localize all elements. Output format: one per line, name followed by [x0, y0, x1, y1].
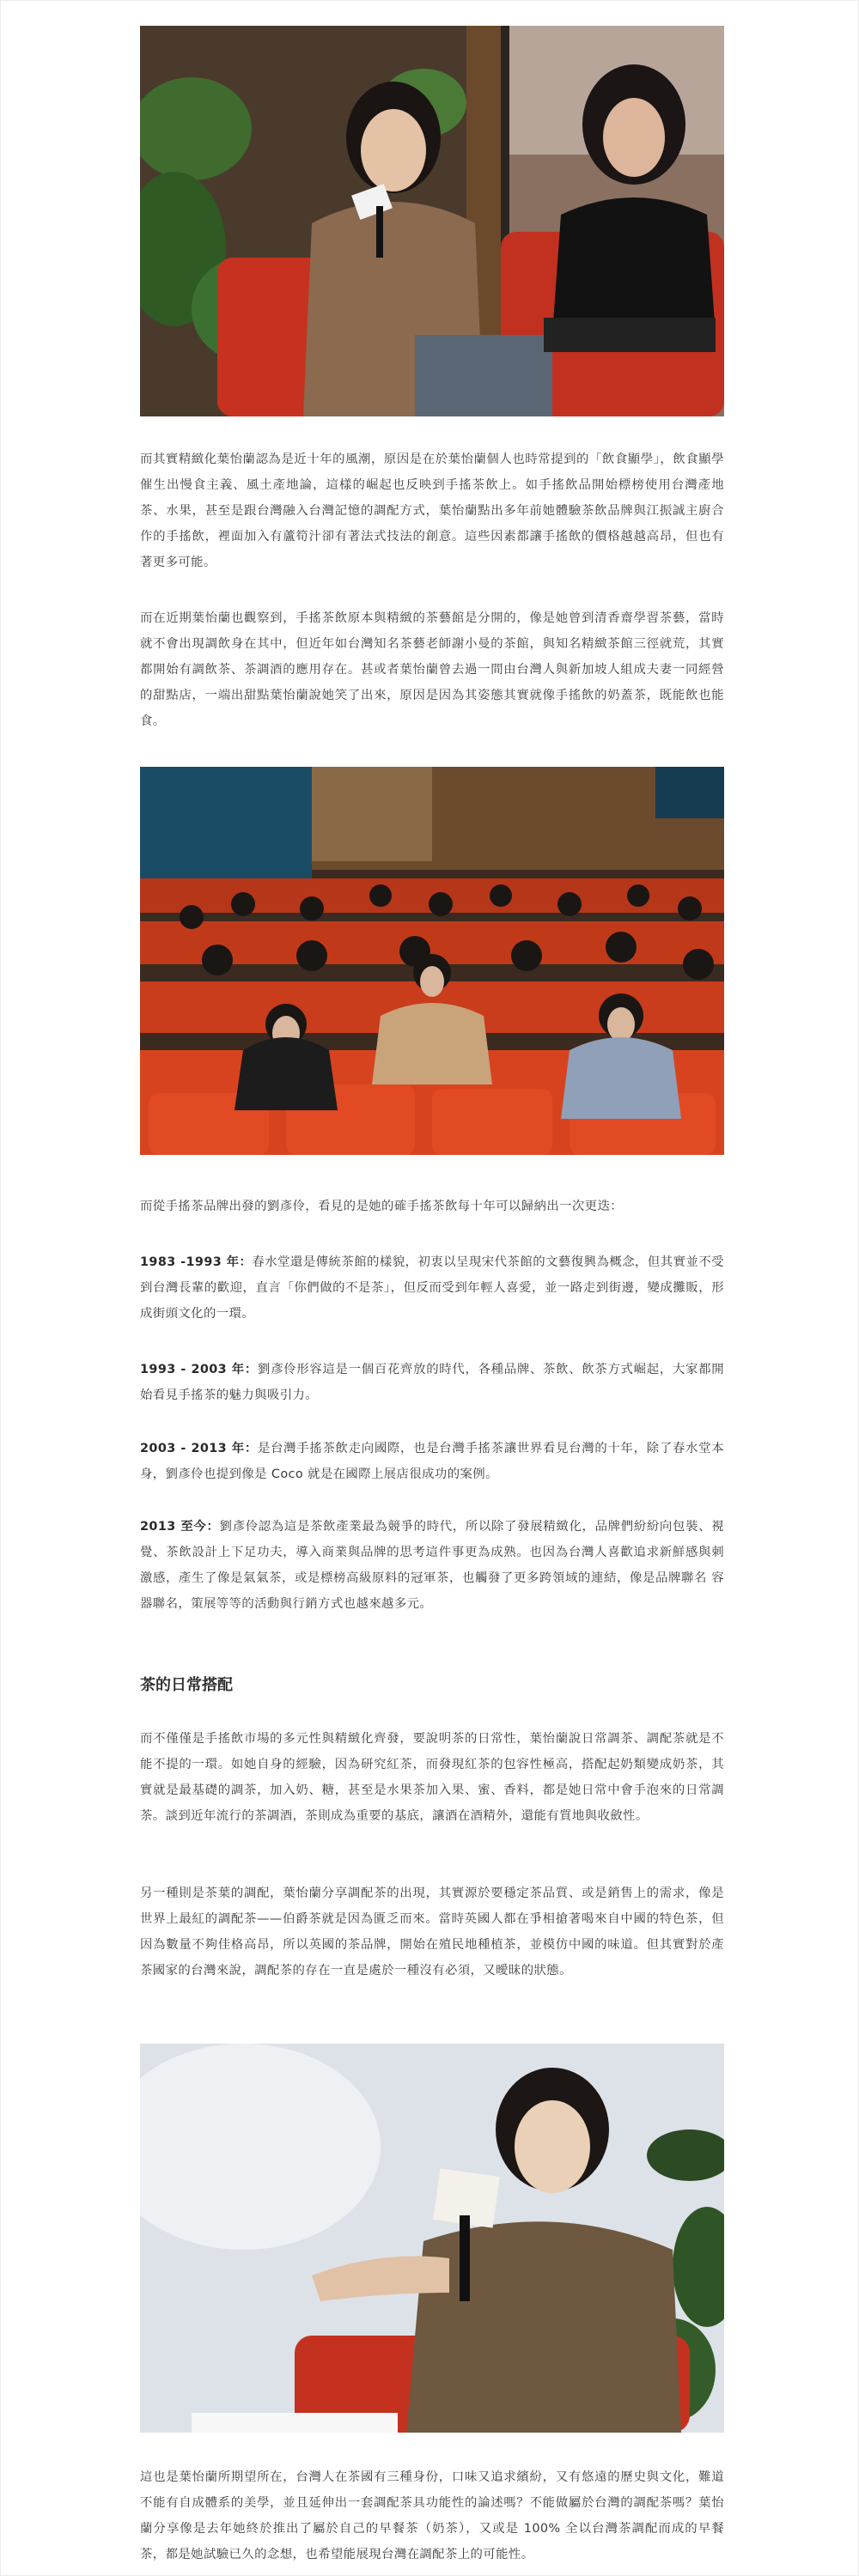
paragraph: 而從手搖茶品牌出發的劉彥伶，看見的是她的確手搖茶飲每十年可以歸納出一次更迭：	[140, 1200, 624, 1213]
era-text: 劉彥伶認為這是茶飲產業最為競爭的時代，所以除了發展精緻化，品牌們紛紛向包裝、視覺、茶飲設計上下足功夫，導入商業與品牌的思考這件事更為成熟。也因為台灣人喜歡追求新鮮感與刺激感，產生了像是氣氣茶，或是標榜高級原料的冠軍茶，也觸發了更多跨領域的連結，像是品牌聯名 容器聯名，策展等等的活動與行銷方式也越來越多元。	[140, 1520, 725, 1611]
era-text: 劉彥伶形容這是一個百花齊放的時代，各種品牌、茶飲、飲茶方式崛起，大家都開始看見手搖茶的魅力與吸引力。	[140, 1363, 724, 1402]
era-text: 春水堂還是傳統茶館的樣貌，初衷以呈現宋代茶館的文藝復興為概念，但其實並不受到台灣長輩的歡迎，直言「你們做的不是茶」，但反而受到年輕人喜愛，並一路走到街邊，變成攤販，形成街頭文化的一環。	[140, 1255, 724, 1321]
speaker-photo	[140, 26, 724, 416]
era-label: 1983 -1993 年：	[140, 1255, 253, 1269]
paragraph: 而在近期葉怡蘭也觀察到，手搖茶飲原本與精緻的茶藝館是分開的，像是她曾到清香齋學習茶藝，當時就不會出現調飲身在其中，但近年如台灣知名茶藝老師謝小曼的茶館，與知名精緻茶館三徑就荒，其實都開始有調飲茶、茶調酒的應用存在。甚或者葉怡蘭曾去過一間由台灣人與新加坡人組成夫妻一同經營的甜點店，一端出甜點葉怡蘭說她笑了出來，原因是因為其姿態其實就像手搖飲的奶蓋茶，既能飲也能食。	[140, 611, 724, 728]
speaker-smiling-photo	[140, 2044, 724, 2433]
era-entry	[140, 1249, 724, 1327]
section-heading: 茶的日常搭配	[140, 1676, 233, 1694]
era-label: 2003 - 2013 年：	[140, 1442, 258, 1455]
era-label: 1993 - 2003 年：	[140, 1363, 258, 1376]
audience-photo	[140, 767, 724, 1155]
paragraph: 這也是葉怡蘭所期望所在，台灣人在茶國有三種身份，口味又追求繽紛，又有悠遠的歷史與文化，難道不能有自成體系的美學，並且延伸出一套調配茶具功能性的論述嗎？不能做屬於台灣的調配茶嗎？葉怡蘭分享像是去年她終於推出了屬於自己的早餐茶（奶茶），又或是 100% 全以台灣茶調配而成的早餐茶，都是她試驗已久的念想，也希望能展現台灣在調配茶上的可能性。	[140, 2470, 724, 2561]
paragraph: 另一種則是茶葉的調配，葉怡蘭分享調配茶的出現，其實源於要穩定茶品質、或是銷售上的需求，像是世界上最紅的調配茶——伯爵茶就是因為匱乏而來。當時英國人都在爭相搶著喝來自中國的特色茶，但因為數量不夠佳格高昂，所以英國的茶品牌，開始在殖民地種植茶，並模仿中國的味道。但其實對於產茶國家的台灣來說，調配茶的存在一直是處於一種沒有必須，又曖昧的狀態。	[140, 1886, 724, 1978]
era-text: 是台灣手搖茶飲走向國際，也是台灣手搖茶讓世界看見台灣的十年，除了春水堂本身，劉彥伶也提到像是 Coco 就是在國際上展店很成功的案例。	[140, 1442, 724, 1481]
era-entry	[140, 1436, 724, 1487]
paragraph: 而其實精緻化葉怡蘭認為是近十年的風潮，原因是在於葉怡蘭個人也時常提到的「飲食顯學」，飲食顯學催生出慢食主義、風土產地論，這樣的崛起也反映到手搖茶飲上。如手搖飲品開始標榜使用台灣產地茶、水果，甚至是跟台灣融入台灣記憶的調配方式，葉怡蘭點出多年前她體驗茶飲品牌與江振誠主廚合作的手搖飲，裡面加入有蘆筍汁卻有著法式技法的創意。這些因素都讓手搖飲的價格越越高昂，但也有著更多可能。	[140, 453, 724, 569]
paragraph: 而不僅僅是手搖飲市場的多元性與精緻化齊發，要說明茶的日常性，葉怡蘭說日常調茶、調配茶就是不能不提的一環。如她自身的經驗，因為研究紅茶，而發現紅茶的包容性極高，搭配起奶類變成奶茶，其實就是最基礎的調茶，加入奶、糖，甚至是水果茶加入果、蜜、香料，都是她日常中會手泡來的日常調茶。談到近年流行的茶調酒，茶則成為重要的基底，讓酒在酒精外，還能有質地與收斂性。	[140, 1732, 724, 1823]
era-entry	[140, 1514, 724, 1617]
era-entry	[140, 1357, 724, 1408]
era-label: 2013 至今：	[140, 1520, 220, 1534]
